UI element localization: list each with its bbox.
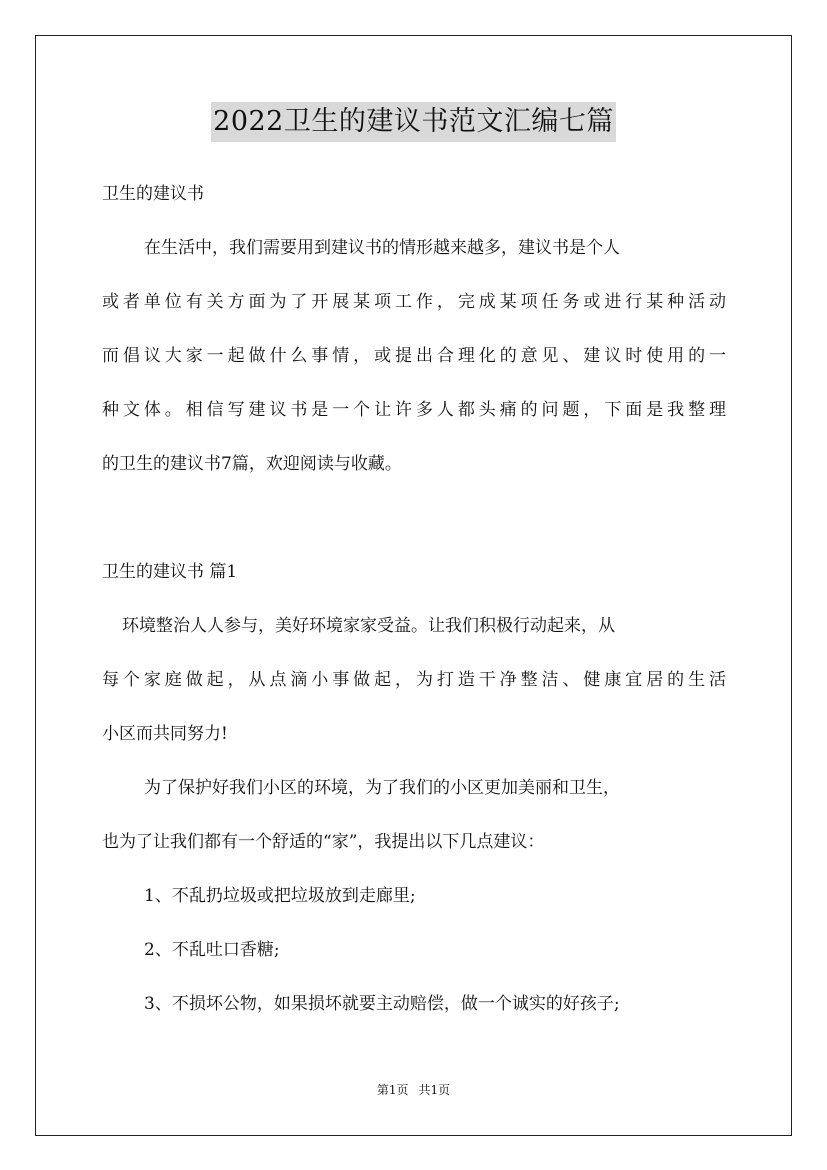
paragraph-line: 为了保护好我们小区的环境，为了我们的小区更加美丽和卫生， <box>144 778 620 798</box>
paragraph-line: 也为了让我们都有一个舒适的“家”，我提出以下几点建议： <box>102 832 545 852</box>
paragraph-line: 环境整治人人参与，美好环境家家受益。让我们积极行动起来，从 <box>122 616 615 636</box>
intro-line: 而倡议大家一起做什么事情，或提出合理化的意见、建议时使用的一 <box>102 346 726 366</box>
article-heading: 卫生的建议书 篇1 <box>102 562 238 582</box>
total-pages: 共1页 <box>418 1083 451 1097</box>
intro-line: 在生活中，我们需要用到建议书的情形越来越多，建议书是个人 <box>144 238 620 258</box>
page-title: 2022卫生的建议书范文汇编七篇 <box>211 102 616 142</box>
title-container <box>0 102 827 142</box>
suggestion-item: 3、不损坏公物，如果损坏就要主动赔偿，做一个诚实的好孩子; <box>144 994 620 1014</box>
intro-line: 或者单位有关方面为了开展某项工作，完成某项任务或进行某种活动 <box>102 292 726 312</box>
intro-line: 的卫生的建议书7篇，欢迎阅读与收藏。 <box>102 454 402 474</box>
suggestion-item: 2、不乱吐口香糖; <box>144 940 280 960</box>
page-footer <box>0 1082 827 1098</box>
section-heading: 卫生的建议书 <box>102 184 204 204</box>
paragraph-line: 每个家庭做起，从点滴小事做起，为打造干净整洁、健康宜居的生活 <box>102 670 726 690</box>
paragraph-line: 小区而共同努力! <box>102 724 228 744</box>
suggestion-item: 1、不乱扔垃圾或把垃圾放到走廊里; <box>144 886 416 906</box>
page-number: 第1页 <box>376 1083 409 1097</box>
intro-line: 种文体。相信写建议书是一个让许多人都头痛的问题，下面是我整理 <box>102 400 726 420</box>
